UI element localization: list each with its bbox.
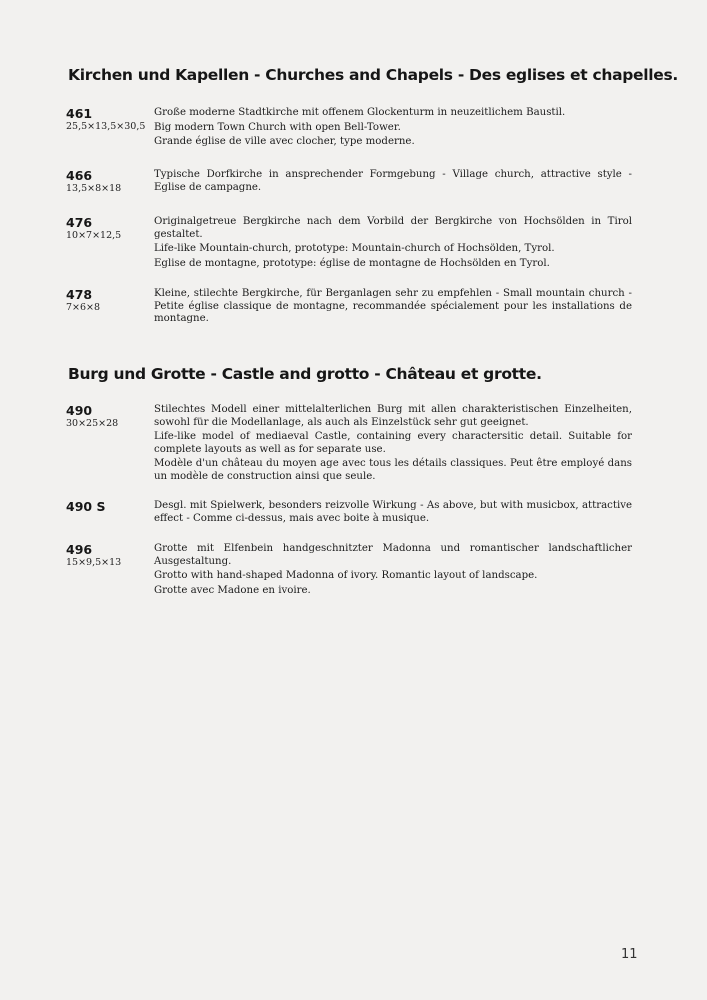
- description-french: Modèle d'un château du moyen age avec tous les détails classiques. Peut être employé dans un modèle de construction ainsi que seule.: [154, 458, 632, 482]
- entry-description: [154, 543, 632, 597]
- item-dimensions: 25,5×13,5×30,5: [66, 121, 146, 132]
- item-dimensions: 30×25×28: [66, 418, 119, 429]
- entry-number-column: [66, 543, 154, 569]
- description-multilingual: Kleine, stilechte Bergkirche, für Berganlagen sehr zu empfehlen - Small mountain church - Petite église classique de montagne, recommandée spécialement pour les installations de montagne.: [154, 288, 632, 324]
- description-english: Life-like Mountain-church, prototype: Mountain-church of Hochsölden, Tyrol.: [154, 243, 555, 254]
- section-title-castle-grotto: Burg und Grotte - Castle and grotto - Château et grotte.: [68, 365, 542, 383]
- entry-description: [154, 500, 632, 525]
- description-german: Grotte mit Elfenbein handgeschnitzter Madonna und romantischer landschaftlicher Ausgestaltung.: [154, 543, 632, 567]
- item-number: 476: [66, 215, 93, 230]
- description-french: Grande église de ville avec clocher, type moderne.: [154, 136, 415, 147]
- item-number: 496: [66, 542, 93, 557]
- entry-number-column: [66, 169, 154, 195]
- item-number: 490 S: [66, 499, 106, 514]
- entry-description: [154, 169, 632, 194]
- description-multilingual: Typische Dorfkirche in ansprechender Formgebung - Village church, attractive style - Eglise de campagne.: [154, 169, 632, 193]
- item-dimensions: 15×9,5×13: [66, 557, 122, 568]
- item-number: 466: [66, 168, 93, 183]
- item-number: 461: [66, 106, 93, 121]
- description-english: Life-like model of mediaeval Castle, containing every charactersitic detail. Suitable for complete layouts as well as for separate use.: [154, 431, 632, 455]
- description-german: Originalgetreue Bergkirche nach dem Vorbild der Bergkirche von Hochsölden in Tirol gestaltet.: [154, 216, 632, 240]
- page-number: 11: [621, 947, 638, 962]
- entry-description: [154, 216, 632, 270]
- entry-number-column: [66, 404, 154, 430]
- entry-number-column: [66, 288, 154, 314]
- entry-description: [154, 107, 632, 149]
- entry-number-column: [66, 500, 154, 514]
- section-title-churches: Kirchen und Kapellen - Churches and Chapels - Des eglises et chapelles.: [68, 66, 679, 84]
- item-dimensions: 13,5×8×18: [66, 183, 122, 194]
- item-dimensions: 7×6×8: [66, 302, 101, 313]
- description-english: Grotto with hand-shaped Madonna of ivory. Romantic layout of landscape.: [154, 570, 538, 581]
- item-dimensions: 10×7×12,5: [66, 230, 122, 241]
- description-german: Große moderne Stadtkirche mit offenem Glockenturm in neuzeitlichem Baustil.: [154, 107, 566, 118]
- entry-number-column: [66, 216, 154, 242]
- entry-number-column: [66, 107, 154, 133]
- description-french: Eglise de montagne, prototype: église de montagne de Hochsölden en Tyrol.: [154, 257, 550, 269]
- item-number: 490: [66, 403, 93, 418]
- entry-description: [154, 404, 632, 483]
- description-french: Grotte avec Madone en ivoire.: [154, 584, 311, 596]
- item-number: 478: [66, 287, 93, 302]
- description-multilingual: Desgl. mit Spielwerk, besonders reizvolle Wirkung - As above, but with musicbox, attractive effect - Comme ci-dessus, mais avec boite à musique.: [154, 500, 632, 524]
- description-german: Stilechtes Modell einer mittelalterlichen Burg mit allen charakteristischen Einzelheiten, sowohl für die Modellanlage, als auch als Einzelstück sehr gut geeignet.: [154, 404, 632, 428]
- description-english: Big modern Town Church with open Bell-Tower.: [154, 121, 401, 133]
- entry-description: [154, 288, 632, 326]
